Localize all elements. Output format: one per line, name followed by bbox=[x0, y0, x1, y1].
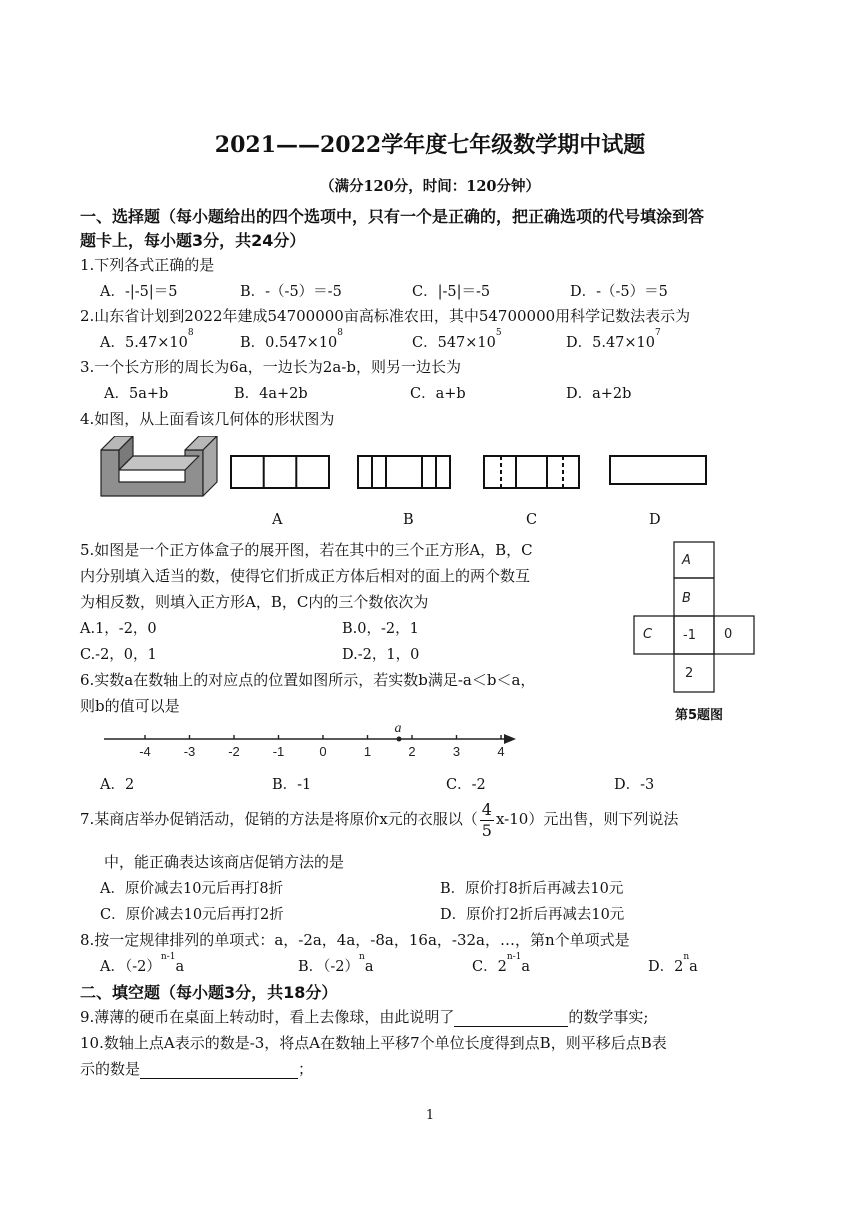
net-square-a bbox=[674, 542, 714, 578]
page-title: 2021——2022学年度七年级数学期中试题 bbox=[214, 132, 646, 158]
section1-heading-line2: 题卡上，每小题3分，共24分） bbox=[80, 231, 306, 250]
q9-post: 的数学事实; bbox=[568, 1008, 649, 1026]
q6-option-c: C．-2 bbox=[446, 777, 486, 793]
q4-label-a: A bbox=[272, 512, 283, 528]
q6-tick-label: -2 bbox=[228, 744, 240, 759]
q5-option-a: A.1，-2，0 bbox=[80, 621, 157, 637]
q5-line3: 为相反数，则填入正方形A，B，C内的三个数依次为 bbox=[80, 593, 429, 611]
q8-c-tail: a bbox=[521, 959, 531, 975]
q3-option-b: B．4a+2b bbox=[234, 386, 308, 402]
net-square-bottom bbox=[674, 654, 714, 692]
q6-line1: 6.实数a在数轴上的对应点的位置如图所示，若实数b满足-a＜b＜a， bbox=[80, 671, 536, 689]
q4-label-b: B bbox=[403, 512, 414, 528]
q5-line1: 5.如图是一个正方体盒子的展开图，若在其中的三个正方形A，B，C bbox=[80, 541, 533, 559]
q2-option-d bbox=[566, 328, 661, 352]
q2-stem: 2.山东省计划到2022年建成54700000亩高标准农田，其中54700000用科学记数法表示为 bbox=[80, 307, 691, 325]
net-label-bottom: 2 bbox=[685, 666, 694, 681]
q7-fraction bbox=[480, 800, 494, 841]
q9-line bbox=[80, 1006, 648, 1027]
q7-line1-post: x-10）元出售，则下列说法 bbox=[495, 810, 679, 828]
q7-option-b: B．原价打8折后再减去10元 bbox=[440, 881, 624, 897]
net-label-c: C bbox=[643, 627, 653, 642]
q6-option-a: A．2 bbox=[100, 777, 135, 793]
q9-pre: 9.薄薄的硬币在桌面上转动时，看上去像球，由此说明了 bbox=[80, 1008, 455, 1026]
q7-option-c: C．原价减去10元后再打2折 bbox=[100, 907, 284, 923]
q7-option-d: D．原价打2折后再减去10元 bbox=[440, 907, 625, 923]
q4-option-b-view bbox=[358, 456, 450, 488]
q8-a-exp: n-1 bbox=[160, 952, 176, 962]
q2-d-base: D．5.47×10 bbox=[566, 335, 656, 351]
q7-line1 bbox=[80, 797, 678, 841]
q2-option-c bbox=[412, 328, 502, 352]
q6-tick-label: 2 bbox=[408, 744, 416, 759]
q2-c-exp: 5 bbox=[495, 328, 502, 338]
q4-label-d: D bbox=[649, 512, 661, 528]
q8-a-tail: a bbox=[175, 959, 185, 975]
net-label-a: A bbox=[682, 553, 691, 568]
q10-line2 bbox=[80, 1058, 313, 1079]
exam-subtitle: （满分120分，时间：120分钟） bbox=[319, 178, 541, 195]
q6-tick-label: -4 bbox=[139, 744, 151, 759]
q8-c-exp: n-1 bbox=[506, 952, 522, 962]
q8-d-tail: a bbox=[689, 959, 698, 975]
q8-b-base: B．（-2） bbox=[298, 959, 360, 975]
q4-label-c: C bbox=[526, 512, 538, 528]
page-number: 1 bbox=[425, 1108, 435, 1123]
net-square-right bbox=[714, 616, 754, 654]
q5-line2: 内分别填入适当的数，使得它们折成正方体后相对的面上的两个数互 bbox=[80, 567, 531, 585]
q4-solid-figure bbox=[101, 436, 217, 496]
q7-frac-den: 5 bbox=[481, 820, 492, 840]
q8-b-exp: n bbox=[359, 952, 365, 962]
q10-answer-blank[interactable] bbox=[140, 1062, 298, 1079]
q8-d-base: D．2 bbox=[648, 959, 684, 975]
q7-line1-pre: 7.某商店举办促销活动，促销的方法是将原价x元的衣服以（ bbox=[80, 810, 478, 828]
q1-option-d: D．-（-5）＝5 bbox=[570, 284, 668, 300]
q6-point-label: a bbox=[394, 721, 402, 736]
q2-option-b bbox=[240, 328, 344, 352]
net-label-center: -1 bbox=[683, 628, 696, 643]
q6-option-d: D．-3 bbox=[614, 777, 655, 793]
q6-tick-label: 0 bbox=[319, 744, 327, 759]
q6-tick-label: 4 bbox=[497, 744, 505, 759]
q7-option-a: A．原价减去10元后再打8折 bbox=[100, 881, 284, 897]
section2-heading: 二、填空题（每小题3分，共18分） bbox=[80, 983, 338, 1002]
q7-frac-num: 4 bbox=[481, 799, 492, 819]
section1-heading-line1: 一、选择题（每小题给出的四个选项中，只有一个是正确的，把正确选项的代号填涂到答 bbox=[80, 207, 705, 226]
net-label-b: B bbox=[682, 591, 691, 606]
q2-a-base: A．5.47×10 bbox=[100, 335, 188, 351]
q10-line1: 10.数轴上点A表示的数是-3，将点A在数轴上平移7个单位长度得到点B，则平移后点B表 bbox=[80, 1034, 667, 1052]
q9-answer-blank[interactable] bbox=[454, 1010, 568, 1027]
q8-a-base: A．（-2） bbox=[100, 959, 161, 975]
q5-cube-net bbox=[630, 540, 758, 700]
q2-b-base: B．0.547×10 bbox=[240, 335, 338, 351]
q6-line2: 则b的值可以是 bbox=[80, 697, 180, 715]
q10-line2-pre: 示的数是 bbox=[80, 1060, 141, 1078]
q3-option-a: A．5a+b bbox=[104, 386, 169, 402]
q8-c-base: C．2 bbox=[472, 959, 507, 975]
q2-d-exp: 7 bbox=[655, 328, 661, 338]
q5-option-d: D.-2，1，0 bbox=[342, 647, 420, 663]
net-square-b bbox=[674, 578, 714, 616]
q8-option-a bbox=[100, 952, 185, 976]
q4-figure bbox=[95, 436, 725, 502]
q5-figure-caption: 第5题图 bbox=[675, 708, 724, 723]
q6-number-line bbox=[100, 718, 520, 762]
q8-d-exp: n bbox=[683, 952, 690, 962]
q10-line2-post: ； bbox=[298, 1060, 314, 1078]
q2-c-base: C．547×10 bbox=[412, 335, 496, 351]
q8-b-tail: a bbox=[364, 959, 374, 975]
q4-option-d-view bbox=[610, 456, 706, 484]
q2-a-exp: 8 bbox=[187, 328, 194, 338]
q2-b-exp: 8 bbox=[337, 328, 344, 338]
net-square-c bbox=[634, 616, 674, 654]
q1-option-c: C．|-5|＝-5 bbox=[412, 284, 491, 300]
q6-point-a bbox=[397, 737, 402, 742]
q1-stem: 1.下列各式正确的是 bbox=[80, 256, 215, 274]
q8-option-b bbox=[298, 952, 374, 976]
q6-tick-label: 3 bbox=[452, 744, 461, 759]
q5-option-c: C.-2，0，1 bbox=[80, 647, 157, 663]
q4-option-c-view bbox=[484, 456, 579, 488]
q8-stem: 8.按一定规律排列的单项式：a，-2a，4a，-8a，16a，-32a，…，第n个单项式是 bbox=[80, 931, 630, 949]
q4-stem: 4.如图，从上面看该几何体的形状图为 bbox=[80, 410, 335, 428]
q1-option-a: A．-|-5|＝5 bbox=[100, 284, 178, 300]
q6-tick-label: -1 bbox=[272, 744, 285, 759]
q6-tick-label: -3 bbox=[183, 744, 196, 759]
q4-option-a-view bbox=[231, 456, 329, 488]
q7-line2: 中，能正确表达该商店促销方法的是 bbox=[104, 853, 345, 871]
q2-option-a bbox=[100, 328, 194, 352]
q1-option-b: B．-（-5）＝-5 bbox=[240, 284, 342, 300]
q5-option-b: B.0，-2，1 bbox=[342, 621, 419, 637]
q3-stem: 3.一个长方形的周长为6a，一边长为2a-b，则另一边长为 bbox=[80, 358, 461, 376]
net-label-right: 0 bbox=[724, 627, 733, 642]
q6-option-b: B．-1 bbox=[272, 777, 312, 793]
q3-option-c: C．a+b bbox=[410, 386, 466, 402]
q6-tick-label: 1 bbox=[363, 744, 372, 759]
q8-option-c bbox=[472, 952, 531, 976]
q3-option-d: D．a+2b bbox=[566, 386, 632, 402]
q8-option-d bbox=[648, 952, 698, 976]
